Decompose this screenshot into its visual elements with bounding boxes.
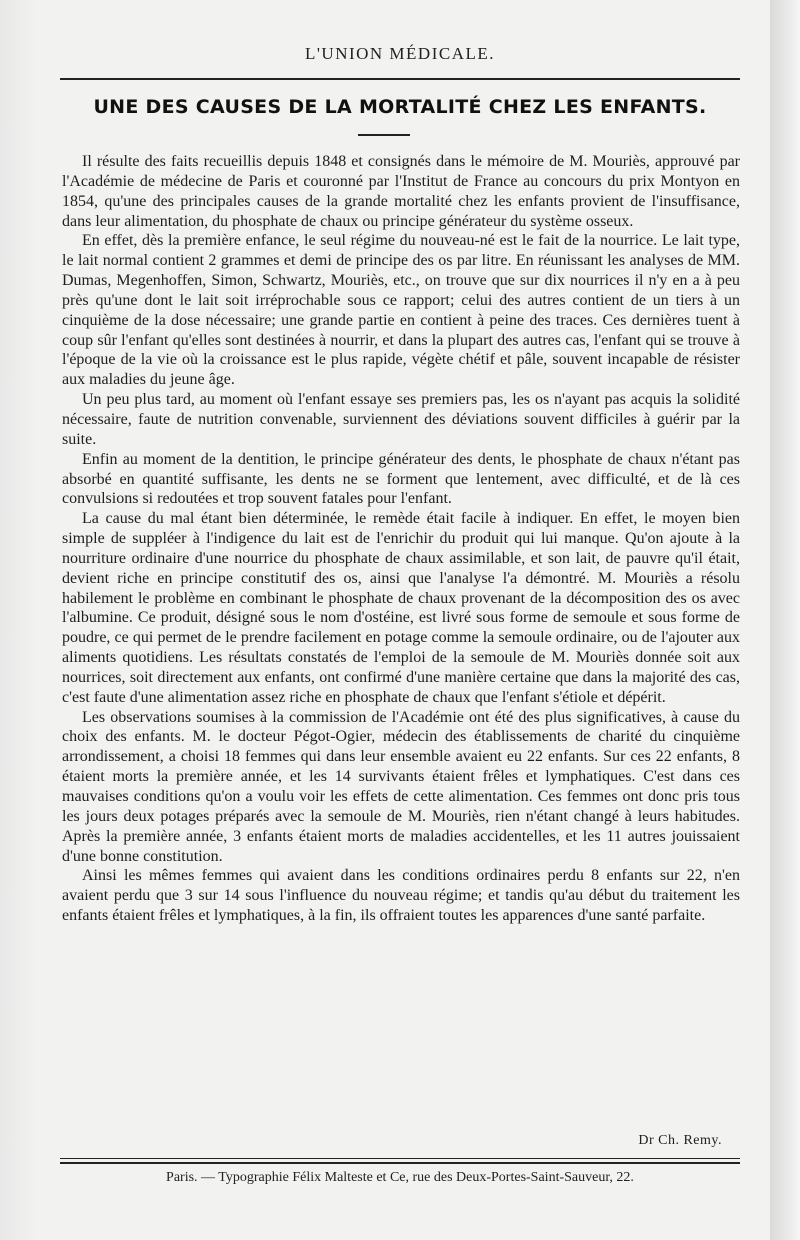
title-divider — [358, 134, 410, 136]
paragraph-1: Il résulte des faits recueillis depuis 1848 et consignés dans le mémoire de M. Mouriès, approuvé par l'Académie de médecine de Paris et couronné par l'Institut de France au concours du prix Montyon en 1854, qu'une des principales causes de la grande mortalité chez les enfants provient de l'insuffisance, dans leur alimentation, du phosphate de chaux ou principe générateur du système osseux. — [62, 153, 740, 230]
paragraph-4: Enfin au moment de la dentition, le principe générateur des dents, le phosphate de chaux n'étant pas absorbé en quantité suffisante, les dents ne se forment que lentement, avec difficulté, et de là ces convulsions si redoutées et trop souvent fatales pour l'enfant. — [62, 450, 740, 508]
page-edge-shadow — [770, 0, 800, 1240]
article-body — [62, 152, 740, 926]
paragraph-7: Ainsi les mêmes femmes qui avaient dans les conditions ordinaires perdu 8 enfants sur 22, n'en avaient perdu que 3 sur 14 sous l'influence du nouveau régime; et tandis qu'au début du traitement les enfants étaient frêles et lymphatiques, à la fin, ils offraient toutes les apparences d'une santé parfaite. — [62, 867, 740, 925]
page-left-margin — [0, 0, 38, 1240]
header-rule — [60, 78, 740, 80]
author-signature: Dr Ch. Remy. — [638, 1133, 722, 1148]
article-title: UNE DES CAUSES DE LA MORTALITÉ CHEZ LES ENFANTS. — [93, 96, 707, 118]
paragraph-6: Les observations soumises à la commission de l'Académie ont été des plus significatives, à cause du choix des enfants. M. le docteur Pégot-Ogier, médecin des établissements de charité du cinquième arrondissement, a choisi 18 femmes qui dans leur ensemble avaient eu 22 enfants. Sur ces 22 enfants, 8 étaient morts la première année, et les 14 survivants étaient frêles et lymphatiques. C'est dans ces mauvaises conditions qu'on a voulu voir les effets de cette alimentation. Ces femmes ont donc pris tous les jours deux potages préparés avec la semoule de M. Mouriès, rien n'étant changé à leurs habitudes. Après la première année, 3 enfants étaient morts de maladies accidentelles, et les 11 autres jouissaient d'une bonne constitution. — [62, 708, 740, 865]
printer-imprint: Paris. — Typographie Félix Malteste et Ce, rue des Deux-Portes-Saint-Sauveur, 22. — [166, 1170, 634, 1185]
running-head: L'UNION MÉDICALE. — [304, 44, 496, 63]
paragraph-2: En effet, dès la première enfance, le seul régime du nouveau-né est le fait de la nourrice. Le lait type, le lait normal contient 2 grammes et demi de principe des os par litre. En réunissant les analyses de MM. Dumas, Megenhoffen, Simon, Schwartz, Mouriès, etc., on trouve que sur dix nourrices il n'y en a à peu près qu'une dont le lait soit irréprochable sous ce rapport; celui des autres contient de un tiers à un cinquième de la dose nécessaire; une grande partie en contient à peine des traces. Ces dernières tuent à coup sûr l'enfant qu'elles sont destinées à nourrir, et dans la plupart des autres cas, l'enfant qui se trouve à l'époque de la vie où la croissance est le plus rapide, végète chétif et pâle, souvent incapable de résister aux maladies du jeune âge. — [62, 232, 740, 389]
paragraph-3: Un peu plus tard, au moment où l'enfant essaye ses premiers pas, les os n'ayant pas acquis la solidité nécessaire, faute de nutrition convenable, surviennent des déviations souvent difficiles à guérir par la suite. — [62, 391, 740, 448]
footer-rule — [60, 1158, 740, 1164]
paragraph-5: La cause du mal étant bien déterminée, le remède était facile à indiquer. En effet, le moyen bien simple de suppléer à l'indigence du lait est de l'enrichir du produit qui lui manque. Qu'on ajoute à la nourriture ordinaire d'une nourrice du phosphate de chaux assimilable, et son lait, de pauvre qu'il était, devient riche en principe constitutif des os, ainsi que l'analyse l'a démontré. M. Mouriès a résolu habilement le problème en combinant le phosphate de chaux provenant de la décomposition des os avec l'albumine. Ce produit, désigné sous le nom d'ostéine, est livré sous forme de semoule et sous forme de poudre, ce qui permet de le prendre facilement en potage comme la semoule ordinaire, ou de l'ajouter aux aliments quotidiens. Les résultats constatés de l'emploi de la semoule de M. Mouriès donnée soit aux nourrices, soit directement aux enfants, ont confirmé d'une manière certaine que dans la majorité des cas, c'est faute d'une alimentation assez riche en phosphate de chaux que l'enfant s'étiole et dépérit. — [62, 510, 740, 706]
